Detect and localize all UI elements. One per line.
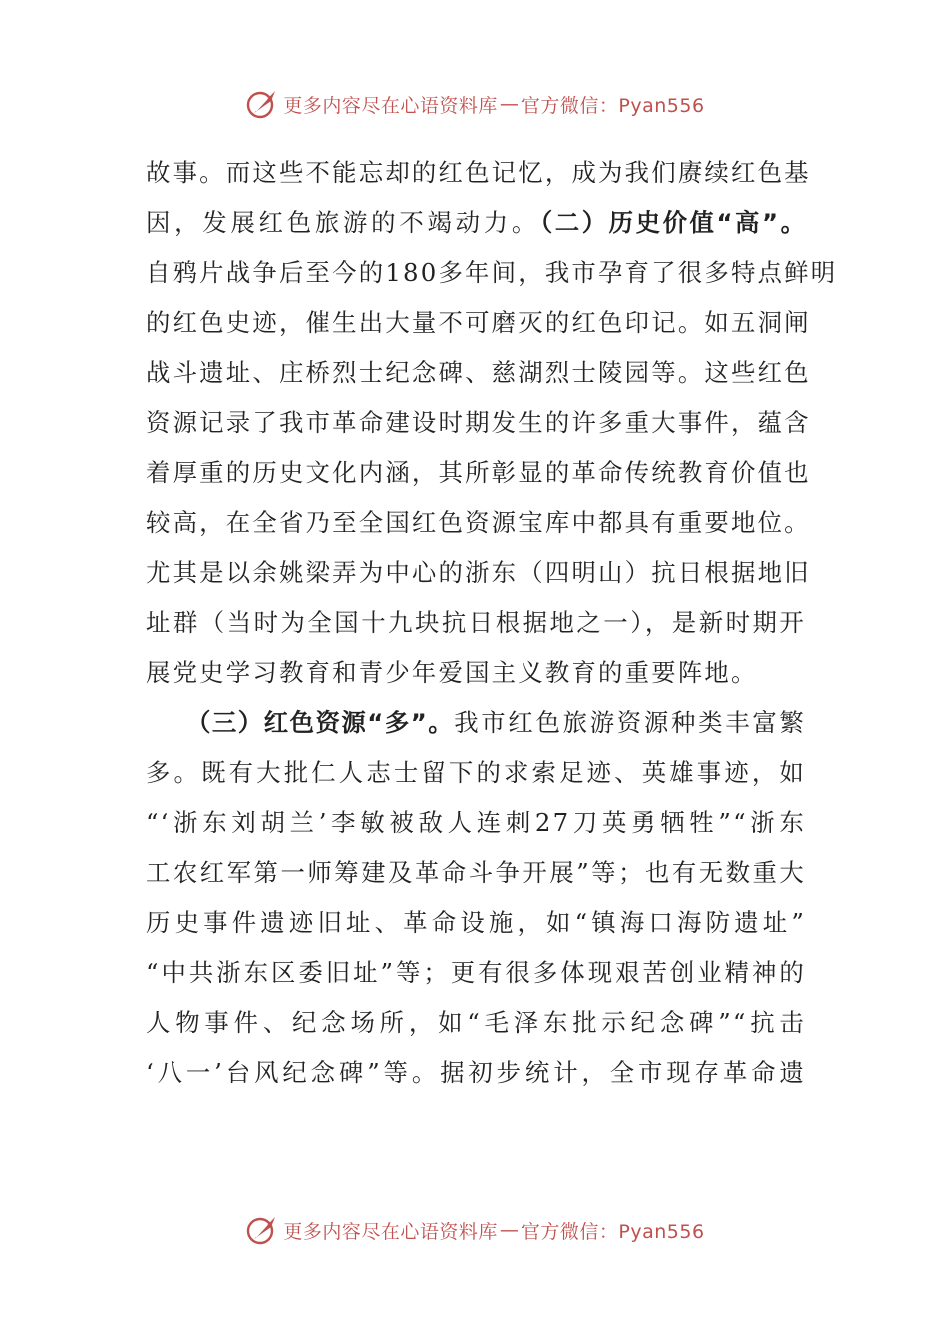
text-line — [146, 998, 806, 1048]
body-text-run: 人物事件、纪念场所，如“毛泽东批示纪念碑”“抗击 — [146, 1008, 806, 1037]
text-line — [146, 748, 806, 798]
footer-watermark — [0, 1212, 950, 1248]
text-line — [146, 248, 838, 298]
watermark-suffix: 官方微信：Pyan556 — [520, 1220, 705, 1243]
text-line — [146, 598, 806, 648]
paragraph — [146, 698, 806, 1098]
watermark-dash: — — [499, 1219, 519, 1241]
text-line — [146, 548, 811, 598]
body-text-run: 尤其是以余姚梁弄为中心的浙东（四明山）抗日根据地旧 — [146, 558, 811, 587]
body-text-run: 战斗遗址、庄桥烈士纪念碑、慈湖烈士陵园等。这些红色 — [146, 358, 811, 387]
bold-heading-text: （二）历史价值“高”。 — [540, 208, 806, 237]
body-text-run: 因，发展红色旅游的不竭动力。 — [146, 208, 541, 237]
body-text-run: 故事。而这些不能忘却的红色记忆，成为我们赓续红色基 — [146, 158, 811, 187]
body-text-run: 历史事件遗迹旧址、革命设施，如“镇海口海防遗址” — [146, 908, 806, 937]
text-line — [146, 898, 806, 948]
body-text-run: 工农红军第一师筹建及革命斗争开展”等；也有无数重大 — [146, 858, 806, 887]
text-line — [146, 698, 806, 748]
body-text-run: 址群（当时为全国十九块抗日根据地之一），是新时期开 — [146, 608, 806, 637]
body-text-run: 的红色史迹，催生出大量不可磨灭的红色印记。如五洞闸 — [146, 308, 811, 337]
text-line — [146, 348, 811, 398]
watermark-suffix: 官方微信：Pyan556 — [520, 94, 705, 117]
body-text-run: “中共浙东区委旧址”等；更有很多体现艰苦创业精神的 — [146, 958, 806, 987]
text-line — [146, 848, 806, 898]
text-line — [146, 948, 806, 998]
body-text-run: 较高，在全省乃至全国红色资源宝库中都具有重要地位。 — [146, 508, 811, 537]
watermark-text: 更多内容尽在心语资料库 — [283, 94, 498, 117]
paragraph — [146, 148, 838, 698]
text-line — [146, 648, 806, 698]
body-text-run: 自鸦片战争后至今的180多年间，我市孕育了很多特点鲜明 — [146, 258, 838, 287]
body-text-run: 着厚重的历史文化内涵，其所彰显的革命传统教育价值也 — [146, 458, 811, 487]
watermark-dash: — — [499, 93, 519, 115]
watermark-text: 更多内容尽在心语资料库 — [283, 1220, 498, 1243]
text-line — [146, 1048, 806, 1098]
text-line — [146, 398, 811, 448]
body-text-run: “‘浙东刘胡兰’李敏被敌人连刺27刀英勇牺牲”“浙东 — [146, 808, 806, 837]
document-body — [146, 148, 838, 1098]
text-line — [146, 798, 806, 848]
body-text-run: 多。既有大批仁人志士留下的求索足迹、英雄事迹，如 — [146, 758, 806, 787]
text-line — [146, 148, 811, 198]
text-line — [146, 498, 811, 548]
body-text-run: 展党史学习教育和青少年爱国主义教育的重要阵地。 — [146, 658, 758, 687]
body-text-run: ‘八一’台风纪念碑”等。据初步统计，全市现存革命遗 — [146, 1058, 806, 1087]
header-watermark — [0, 86, 950, 122]
text-line — [146, 448, 811, 498]
bold-heading-text: （三）红色资源“多”。 — [186, 708, 455, 737]
body-text-run: 资源记录了我市革命建设时期发生的许多重大事件，蕴含 — [146, 408, 811, 437]
quill-logo-icon — [245, 1213, 279, 1247]
quill-logo-icon — [245, 87, 279, 121]
text-line — [146, 298, 811, 348]
body-text-run: 我市红色旅游资源种类丰富繁 — [454, 708, 807, 737]
text-line — [146, 198, 806, 248]
